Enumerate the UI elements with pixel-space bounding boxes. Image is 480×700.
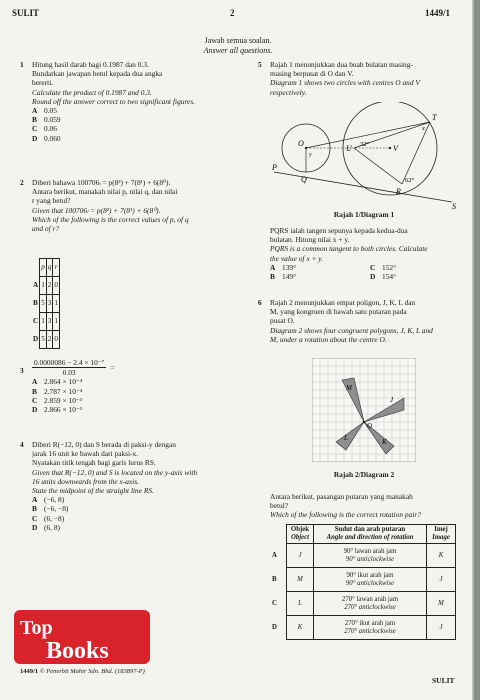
q5-text2-ms-2: bulatan. Hitung nilai x + y. [270,235,350,245]
q2-text-ms-3: r yang betul? [32,196,71,206]
q2-option-a[interactable]: A 1 2 0 [32,277,59,295]
label-u: U [346,144,352,153]
label-k: K [382,438,387,446]
label-x: x [422,125,425,132]
label-s: S [452,202,456,211]
label-t: T [432,113,437,122]
q5-text-ms-1: Rajah 1 menunjukkan dua buah bulatan masing- [270,60,413,69]
q6-text2-en-1: Which of the following is the correct rotation pair? [270,510,421,520]
diagram-1-caption: Rajah 1/Diagram 1 [333,210,395,219]
q1-text-ms-2: Bundarkan jawapan betul kepada dua angka [32,69,163,79]
instruction-en: Answer all questions. [203,46,273,55]
center-o-dot [363,421,365,423]
q1-option-d[interactable]: D 0.060 [32,133,61,143]
question-number: 2 [20,178,24,187]
label-j: J [390,396,394,404]
q5-text-en-1: Diagram 1 shows two circles with centres O and V [270,78,420,88]
q4-text-ms-3: Nyatakan titik tengah bagi garis lurus RS. [32,458,156,468]
q4-text-ms-1: Diberi R(−12, 0) dan S berada di paksi-y dengan [32,440,176,449]
q6-options-table: Objek Object Sudut dan arah putaran Angle and direction of rotation Imej Image A J 90° lawan arah jam 90° anticlockwise K B M 90° ikut arah jam 90° anticlockwise J C L 270° lawan arah jam 270° anticlockwise M D K 270° ikut arah jam 270° anticlockwise J [270,524,456,640]
q5-option-d[interactable]: D 154° [370,272,397,282]
q2-option-c[interactable]: C 1 3 1 [32,313,59,331]
q5-option-a[interactable]: A 139° [270,262,297,272]
label-p: P [272,163,277,172]
q2-text-ms-1: Diberi bahawa 100706ₗ = p(8²) + 7(8¹) + 6(8⁰). [32,178,171,187]
diagram-1-two-circles [272,102,470,212]
q5-option-b[interactable]: B 149° [270,272,297,282]
q4-option-d[interactable]: D (6, 8) [32,522,61,532]
q4-text-ms-2: jarak 16 unit ke bawah dari paksi-x. [32,449,139,459]
q2-options-table: p q r A 1 2 0 B 5 3 1 C 1 3 1 D 5 2 0 [32,258,60,349]
q4-option-c[interactable]: C (6, −8) [32,513,65,523]
q4-option-a[interactable]: A (−6, 8) [32,495,65,505]
q6-text-ms-1: Rajah 2 menunjukkan empat poligon, J, K, L dan [270,298,416,307]
question-number: 6 [258,298,262,307]
question-number: 3 [20,366,24,375]
diagram-2-rotation-grid [312,358,416,462]
center-v-dot [389,147,391,149]
angle-62: 62° [405,177,415,184]
q6-text-en-2: M, under a rotation about the centre O. [270,334,387,344]
q6-option-c[interactable]: C L 270° lawan arah jam 270° anticlockwise M [270,592,456,616]
q1-text-ms-1: Hitung hasil darab bagi 0.1987 dan 0.3. [32,60,149,69]
q3-fraction [32,358,106,377]
page-edge [472,0,476,700]
q4-text-en-3: State the midpoint of the straight line RS. [32,486,154,496]
q6-option-b[interactable]: B M 90° ikut arah jam 90° anticlockwise J [270,568,456,592]
question-number: 4 [20,440,24,449]
label-o: O [298,139,304,148]
q4-text-en-2: 16 units downwards from the x-axis. [32,476,140,486]
q3-option-c[interactable]: C 2.859 × 10⁻³ [32,395,82,405]
center-o-dot [305,147,307,149]
label-m: M [346,384,352,392]
q2-text-ms-2: Antara berikut, manakah nilai p, nilai q, dan nilai [32,187,178,197]
label-r: R [396,187,401,196]
header-page-number: 2 [230,8,235,18]
q5-text2-ms-1: PQRS ialah tangen sepunya kepada kedua-dua [270,226,408,235]
q1-text-en-2: Round off the answer correct to two significant figures. [32,96,196,106]
header-paper-code: 1449/1 [425,8,451,18]
q2-option-d[interactable]: D 5 2 0 [32,331,59,349]
q1-text-en-1: Calculate the product of 0.1987 and 0.3. [32,87,152,97]
footer-left [20,668,145,675]
q3-equals: = [110,363,115,373]
q1-option-a[interactable]: A 0.05 [32,106,57,116]
q4-text-en-1: Given that R(−12, 0) and S is located on the y-axis with [32,467,198,477]
q6-text-en-1: Diagram 2 shows four congruent polygons, J, K, L and [270,325,433,335]
q2-option-b[interactable]: B 5 3 1 [32,295,59,313]
header-sulit: SULIT [12,8,40,18]
q3-denominator: 0.03 [62,368,76,378]
q5-text2-en-1: PQRS is a common tangent to both circles. Calculate [270,244,428,254]
label-y: y [309,152,312,158]
label-v: V [393,144,398,153]
instruction-ms: Jawab semua soalan. [204,36,272,45]
label-o: O [367,422,373,430]
q6-option-a[interactable]: A J 90° lawan arah jam 90° anticlockwise K [270,544,456,568]
q5-text2-en-2: the value of x + y. [270,253,324,263]
q3-option-d[interactable]: D 2.866 × 10⁻³ [32,405,82,415]
q6-text-ms-2: M, yang kongruen di bawah satu putaran pada [270,307,407,317]
q2-text-en-2: Which of the following is the correct values of p, of q [32,214,189,224]
footer-publisher: © Penerbit Mahir Sdn. Bhd. (183897-P) [39,668,145,675]
q6-text2-ms-2: betul? [270,501,289,511]
q5-text-ms-2: masing berpusat di O dan V. [270,69,354,79]
q4-option-b[interactable]: B (−6, −8) [32,504,69,514]
q1-text-ms-3: bererti. [32,78,54,88]
line-tr [402,122,430,184]
q6-text2-ms-1: Antara berikut, pasangan putaran yang manakah [270,492,413,501]
q5-option-c[interactable]: C 152° [370,262,397,272]
diagram-2-caption: Rajah 2/Diagram 2 [333,470,395,479]
q3-numerator: 0.0000086 − 2.4 × 10⁻⁷ [34,358,105,367]
label-l: L [344,434,348,442]
topbooks-banner-logo [14,606,150,668]
banner-top-text: Top [20,617,53,639]
footer-sulit: SULIT [432,676,455,685]
question-number: 1 [20,60,24,69]
line-ur [354,148,402,184]
q2-text-en-3: and of r? [32,224,60,234]
label-q: Q [301,175,307,184]
question-number: 5 [258,60,262,69]
q6-text-ms-3: pusat O. [270,316,295,326]
q3-option-b[interactable]: B 2.787 × 10⁻⁴ [32,386,83,396]
q3-option-a[interactable]: A 2.864 × 10⁻⁴ [32,377,83,387]
q1-option-c[interactable]: C 0.06 [32,124,57,134]
q5-text-en-2: respectively. [270,87,307,97]
q2-text-en-1: Given that 100706ₗ = p(8²) + 7(8¹) + 6(8⁰). [32,205,161,215]
footer-code: 1449/1 [20,668,39,675]
angle-32: 32° [360,141,370,148]
banner-books-text: Books [46,638,109,664]
q1-option-b[interactable]: B 0.059 [32,115,61,125]
q6-option-d[interactable]: D K 270° ikut arah jam 270° anticlockwise J [270,616,456,640]
